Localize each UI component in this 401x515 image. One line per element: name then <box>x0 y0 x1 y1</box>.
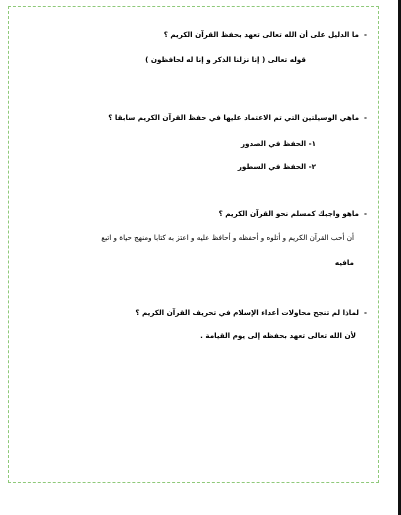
answer-3-line-2: مافيه <box>334 258 354 267</box>
bullet-dash: - <box>364 308 367 317</box>
question-2 <box>108 113 367 123</box>
question-3-text: ماهو واجبك كمسلم نحو القرآن الكريم ؟ <box>218 209 360 218</box>
question-4 <box>135 308 367 318</box>
page-border <box>8 6 379 483</box>
question-1-text: ما الدليل على أن الله تعالى تعهد بحفظ القرآن الكريم ؟ <box>163 30 360 39</box>
answer-3-line-1: أن أحب القرآن الكريم و أتلوه و أحفظه و أحافظ عليه و اعتز به كتابا ومنهج حياة و اتبع <box>101 233 354 242</box>
answer-4: لأن الله تعالى تعهد بحفظه إلى يوم القيامة . <box>200 331 356 340</box>
bullet-dash: - <box>364 113 367 122</box>
question-3 <box>219 209 367 219</box>
question-1 <box>164 30 367 40</box>
answer-2-item-1: ١- الحفظ في الصدور <box>240 139 316 148</box>
bullet-dash: - <box>364 209 367 218</box>
question-4-text: لماذا لم تنجح محاولات أعداء الإسلام في تحريف القرآن الكريم ؟ <box>135 308 360 317</box>
question-2-text: ماهي الوسيلتين التي تم الاعتماد عليها في حفظ القرآن الكريم سابقا ؟ <box>108 113 360 122</box>
bullet-dash: - <box>364 30 367 39</box>
answer-2-item-2: ٢- الحفظ في السطور <box>237 162 316 171</box>
answer-1: قوله تعالى ( إنا نزلنا الذكر و إنا له لحافظون ) <box>145 55 306 64</box>
